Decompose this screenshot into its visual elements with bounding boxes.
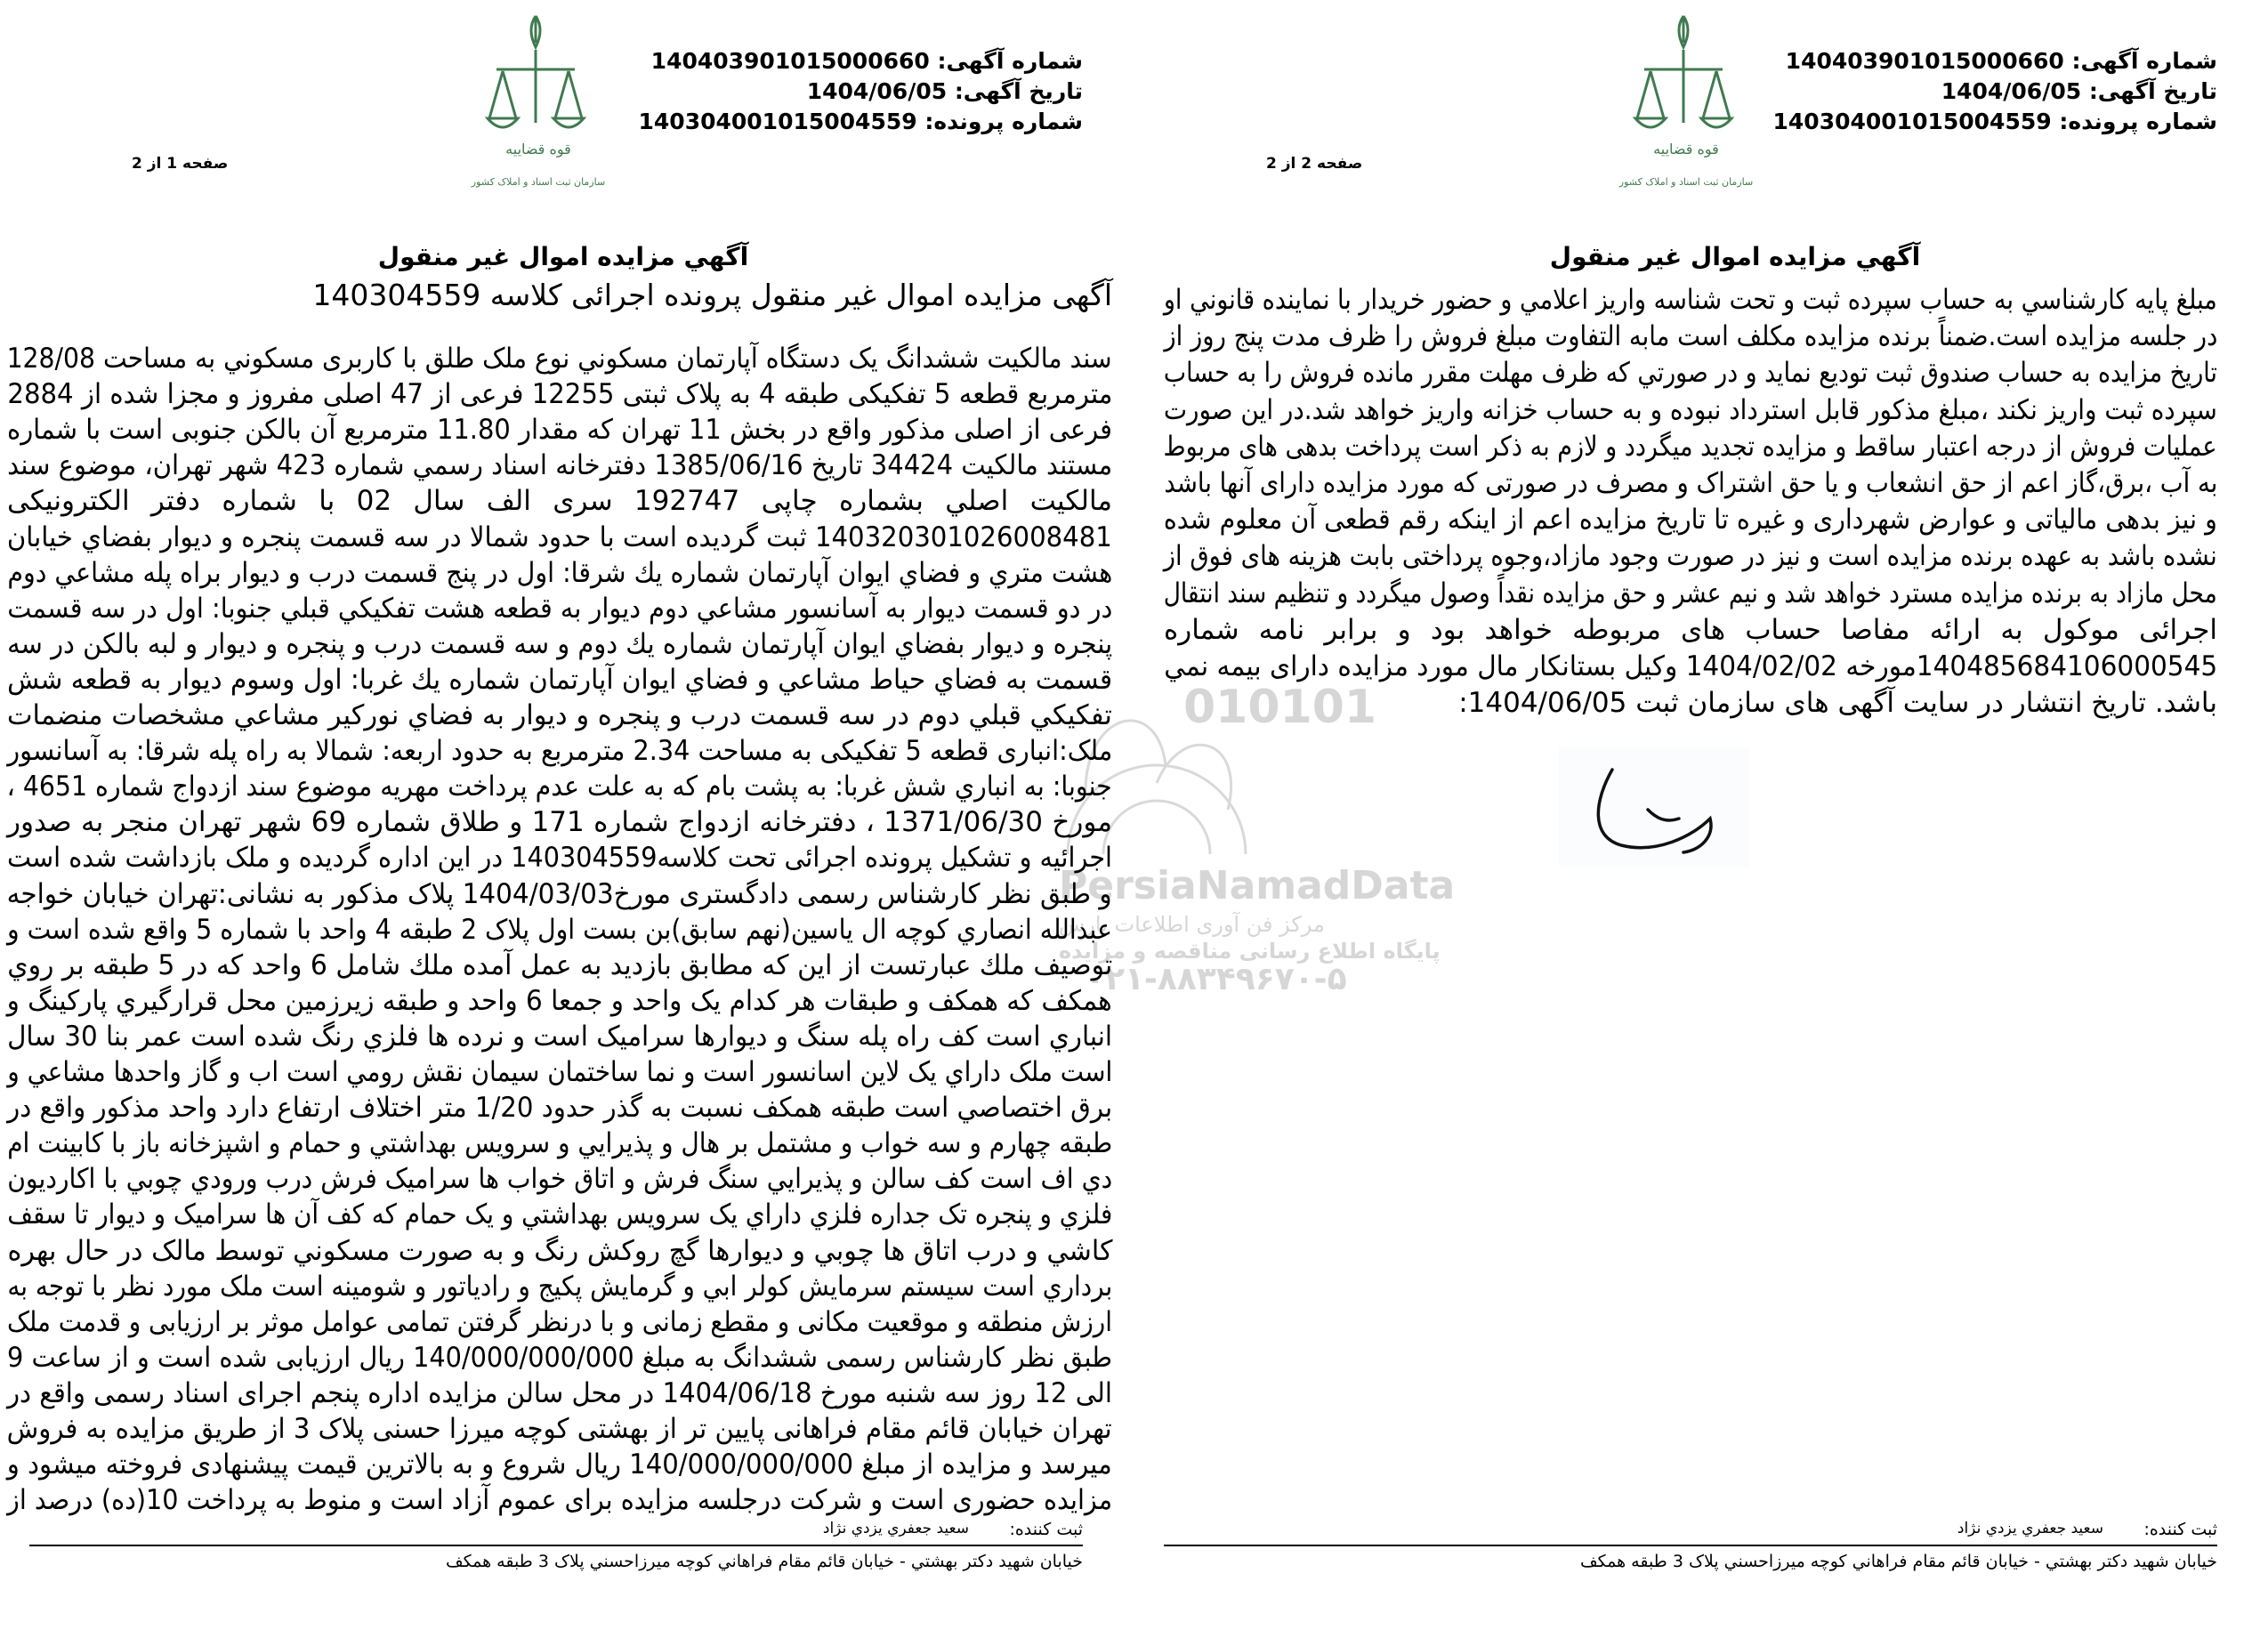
body-line: ملک:انباری قطعه 5 تفکیکی به مساحت 2.34 مترمربع به حدود اربعه: شمالا به راه پله شرقا: به آسانسور (7, 735, 1112, 768)
watermark-digits: 010101 (1183, 681, 1377, 734)
body-line: فرعی از اصلی مذکور واقع در بخش 11 تهران که مقدار 11.80 مترمربع آن بالکن جنوبی است با شماره (7, 414, 1112, 447)
body-line: سپرده ثبت واريز نكند ،مبلغ مذكور قابل استرداد نبوده و به حساب خزانه واريز خواهد شد.در این صورت (1164, 393, 2217, 426)
logo-text-2: سازمان ثبت اسناد و املاک کشور (1618, 176, 1754, 188)
footer-address: خيابان شهيد دكتر بهشتي - خيابان قائم مقام فراهاني كوچه ميرزاحسني پلاک 3 طبقه همكف (445, 1552, 1083, 1571)
body-line: مبلغ پايه كارشناسي به حساب سپرده ثبت و تحت شناسه واريز اعلامي و حضور خريدار با نماينده قانوني او (1164, 284, 2217, 316)
body-line: تهران خیابان قائم مقام فراهانی پایین تر از بهشتی کوچه میرزا حسنی پلاک 3 از طریق مزایده به فروش (7, 1413, 1113, 1445)
footer-divider (1164, 1545, 2217, 1546)
body-line: اجرائیه و تشکیل پرونده اجرائی تحت کلاسه140304559 در این اداره گردیده و ملک بازداشت شده است (7, 842, 1112, 875)
signature-icon (1559, 747, 1750, 867)
body-line: در جلسه مزایده است.ضمناً برنده مزایده مکلف است مابه التفاوت مبلغ فروش را ظرف مدت پنج روز از (1164, 320, 2217, 353)
judiciary-logo-icon (471, 7, 606, 198)
header-info (639, 46, 1083, 137)
body-line: هشت متري و فضاي ايوان آپارتمان شماره يك شرقا: اول در پنج قسمت درب و ديوار براه پله مشاعي دوم (7, 556, 1112, 589)
body-line: طبقه چهارم و سه خواب و مشتمل بر هال و پذيرايي و سرويس بهداشتي و حمام و اشپزخانه باز با کابينت ام (7, 1127, 1112, 1160)
body-line: انباري است كف راه پله سنگ و ديوارها سراميک است و نرده ها فلزي رنگ شده است عمر بنا 30 سال (7, 1020, 1112, 1053)
body-line: مترمربع قطعه 5 تفکیکی طبقه 4 به پلاک ثبتی 12255 فرعی از 47 اصلی مفروز و مجزا شده از 2884 (7, 378, 1112, 411)
subtitle: آگهی مزایده اموال غیر منقول پرونده اجرائی کلاسه 140304559 (312, 278, 1112, 312)
body-line: پنجره و ديوار بفضاي ايوان آپارتمان شماره يك دوم و سه قسمت درب و پنجره و ديوار و لبه بالكن در سه (7, 627, 1112, 660)
body-line: تفكيكي قبلي دوم در سه قسمت درب و پنجره و ديوار به فضاي نوركير مشاعي مشخصات منضمات (7, 699, 1112, 731)
logo-text-1: قوه قضاییه (1653, 141, 1719, 157)
notice-number: شماره آگهی: 140403901015000660 (650, 48, 1083, 74)
watermark-line2: پایگاه اطلاع رسانی مناقصه و مزایده (1059, 939, 1441, 964)
notice-date: تاریخ آگهی: 1404/06/05 (806, 78, 1083, 104)
registrar-name: سعيد جعفري يزدي نژاد (1957, 1520, 2103, 1537)
page-label: صفحه 2 از 2 (1266, 155, 1363, 173)
body-line: طبق نظر کارشناس رسمی ششدانگ به مبلغ 140/000/000/000 ریال ارزیابی شده است و از ساعت 9 (7, 1341, 1112, 1374)
body-line: و طبق نظر کارشناس رسمی دادگستری مورخ1404/03/03 پلاک مذکور به نشانی:تهران خيابان خواجه (7, 877, 1112, 910)
body-line: در دو قسمت ديوار به آسانسور مشاعي دوم ديوار به قطعه هشت تفكيكي قبلي جنوبا: اول در سه قسمت (7, 592, 1112, 625)
body-line: برق اختصاصي است طبقه همکف نسبت به گذر حدود 1/20 متر اختلاف ارتفاع دارد واحد مذکور واقع در (7, 1092, 1112, 1125)
footer-address: خيابان شهيد دكتر بهشتي - خيابان قائم مقام فراهاني كوچه ميرزاحسني پلاک 3 طبقه همكف (1579, 1552, 2217, 1571)
page-title: آگهي مزايده اموال غير منقول (377, 242, 749, 271)
body-line: به آب ،برق،گاز اعم از حق انشعاب و یا حق اشتراک و مصرف در صورتی که مورد مزایده دارای آنها باشد (1164, 467, 2217, 499)
registrar-name: سعيد جعفري يزدي نژاد (822, 1520, 969, 1537)
logo-text-1: قوه قضاییه (505, 141, 571, 157)
body-line: عملیات فروش از درجه اعتبار ساقط و مزایده تجدید میگردد و لازم به ذکر است پرداخت بدهی های مربوط (1164, 430, 2217, 463)
body-line: سند مالكيت ششدانگ یک دستگاه آپارتمان مسکوني نوع ملک طلق با کاربری مسکوني به مساحت 128/08 (7, 343, 1113, 375)
body-line: جنوبا: به انباري شش غربا: به پشت بام که به علت عدم پرداخت مهریه موضوع سند ازدواج شماره 4651 ، (7, 771, 1113, 803)
body-line: مزایده حضوری است و شرکت درجلسه مزایده برای عموم آزاد است و منوط به پرداخت 10(ده) درصد از (7, 1484, 1112, 1517)
notice-date: تاریخ آگهی: 1404/06/05 (1941, 78, 2217, 104)
header-info (1773, 46, 2217, 137)
registrar-label: ثبت کننده: (1009, 1520, 1083, 1539)
body-line: نشده باشد به عهده برنده مزایده است و نیز در صورت وجود مازاد،وجوه پرداختی بابت هزینه های فوق از (1164, 540, 2217, 573)
body-line: کاشي و درب اتاق ها چوبي و ديوارها گچ روکش رنگ و به صورت مسکوني توسط مالک در حال بهره (7, 1234, 1112, 1267)
body-line: ارزش منطقه و موقعيت مکانی و مقطع زمانی و با درنظر گرفتن تمامی عوامل موثر بر ارزیابی و قدمت ملک (7, 1305, 1112, 1338)
body-line: قسمت به فضاي حياط مشاعي و فضاي ايوان آپارتمان شماره يك غربا: اول وسوم ديوار به قطعه شش (7, 663, 1112, 696)
notice-number: شماره آگهی: 140403901015000660 (1785, 48, 2217, 74)
body-line: همكف كه همكف و طبقات هر كدام یک واحد و جمعا 6 واحد و طبقه زيرزمين محل قرارگيري پاركينگ و (7, 984, 1112, 1017)
body-line: محل مازاد به برنده مزایده مسترد خواهد شد و نیم عشر و حق مزایده نقداً وصول میگردد و تنظیم سند انتقال (1164, 577, 2217, 609)
registrar-label: ثبت کننده: (2143, 1520, 2217, 1539)
body-line: میرسد و مزایده از مبلغ 140/000/000/000 ریال شروع و به بالاترین قیمت پیشنهادی فروخته میشود و (7, 1448, 1112, 1481)
body-line: مستند مالكيت 34424 تاریخ 1385/06/16 دفترخانه اسناد رسمي شماره 423 شهر تهران، موضوع سند (7, 449, 1112, 482)
body-line: تاریخ مزایده به حساب صندوق ثبت توديع نمايد و در صورتي كه ظرف مهلت مقرر مانده فروش را به حساب (1164, 357, 2217, 390)
body-line: فلزي و پنجره تک جداره فلزي داراي یک سرويس بهداشتي و یک حمام که کف آن ها سراميک و ديوار تا سقف (7, 1198, 1112, 1231)
body-line: عبدالله انصاري كوچه ال ياسين(نهم سابق)بن بست اول پلاک 2 طبقه 4 واحد با شماره 5 واقع شده است و (7, 913, 1112, 946)
body-line: 140320301026008481 ثبت گردیده است با حدود شمالا در سه قسمت پنجره و دیوار بفضاي خيابان (7, 520, 1112, 553)
case-number: شماره پرونده: 140304001015004559 (1772, 109, 2217, 134)
body-line: باشد. تاريخ انتشار در سايت آگهی های سازمان ثبت 1404/06/05: (1458, 687, 2217, 720)
body-line: مالكيت اصلي بشماره چاپی 192747 سری الف سال 02 با شماره دفتر الکترونیکی (7, 485, 1112, 518)
body-line: توصيف ملك عبارتست از این كه مطابق بازديد به عمل آمده ملك شامل 6 واحد كه در 5 طبقه بر روي (7, 948, 1113, 981)
logo-text-2: سازمان ثبت اسناد و املاک کشور (471, 176, 606, 188)
watermark-phone: ۰۲۱-۸۸۳۴۹۶۷۰-۵ (1086, 961, 1347, 997)
case-number: شماره پرونده: 140304001015004559 (638, 109, 1083, 134)
body-line: الی 12 روز سه شنبه مورخ 1404/06/18 در محل سالن مزایده اداره پنجم اجرای اسناد رسمی واقع در (7, 1376, 1112, 1409)
footer-divider (29, 1545, 1083, 1546)
body-line: دي اف است کف سالن و پذيرايي سنگ فرش و اتاق خواب ها سراميک فرش درب ورودي چوبي با اکارديون (7, 1163, 1112, 1196)
watermark-brand: PersiaNamadData (1059, 863, 1456, 908)
body-line: 140485684106000545مورخه 1404/02/02 وكيل بستانكار مال مورد مزایده دارای بیمه نمي (1164, 650, 2217, 682)
body-line: برداري است سيستم سرمايش کولر ابي و گرمايش پکيج و رادياتور و شومينه است ملک مورد نظر با توجه به (7, 1270, 1112, 1303)
body-line: اجرائی موکول به ارائه مفاصا حساب های مربوطه خواهد بود و برابر نامه شماره (1164, 613, 2217, 646)
watermark-line1: مرکز فن آوری اطلاعات پارس (1059, 912, 1325, 937)
page-title: آگهي مزايده اموال غير منقول (1549, 242, 1921, 271)
body-line: است ملک داراي یک لاين اسانسور است و نما ساختمان سيمان نقش رومي است اب و گاز واحدها مشاعي و (7, 1056, 1112, 1088)
page-label: صفحه 1 از 2 (132, 155, 229, 173)
body-line: و نیز بدهی مالیاتی و عوارض شهرداری و غیره تا تاریخ مزایده اعم از اینکه رقم قطعی آن معلوم شده (1164, 504, 2217, 537)
judiciary-logo-icon (1618, 7, 1754, 198)
body-line: مورخ 1371/06/30 ، دفترخانه ازدواج شماره 171 و طلاق شماره 69 شهر تهران منجر به صدور (7, 806, 1112, 839)
